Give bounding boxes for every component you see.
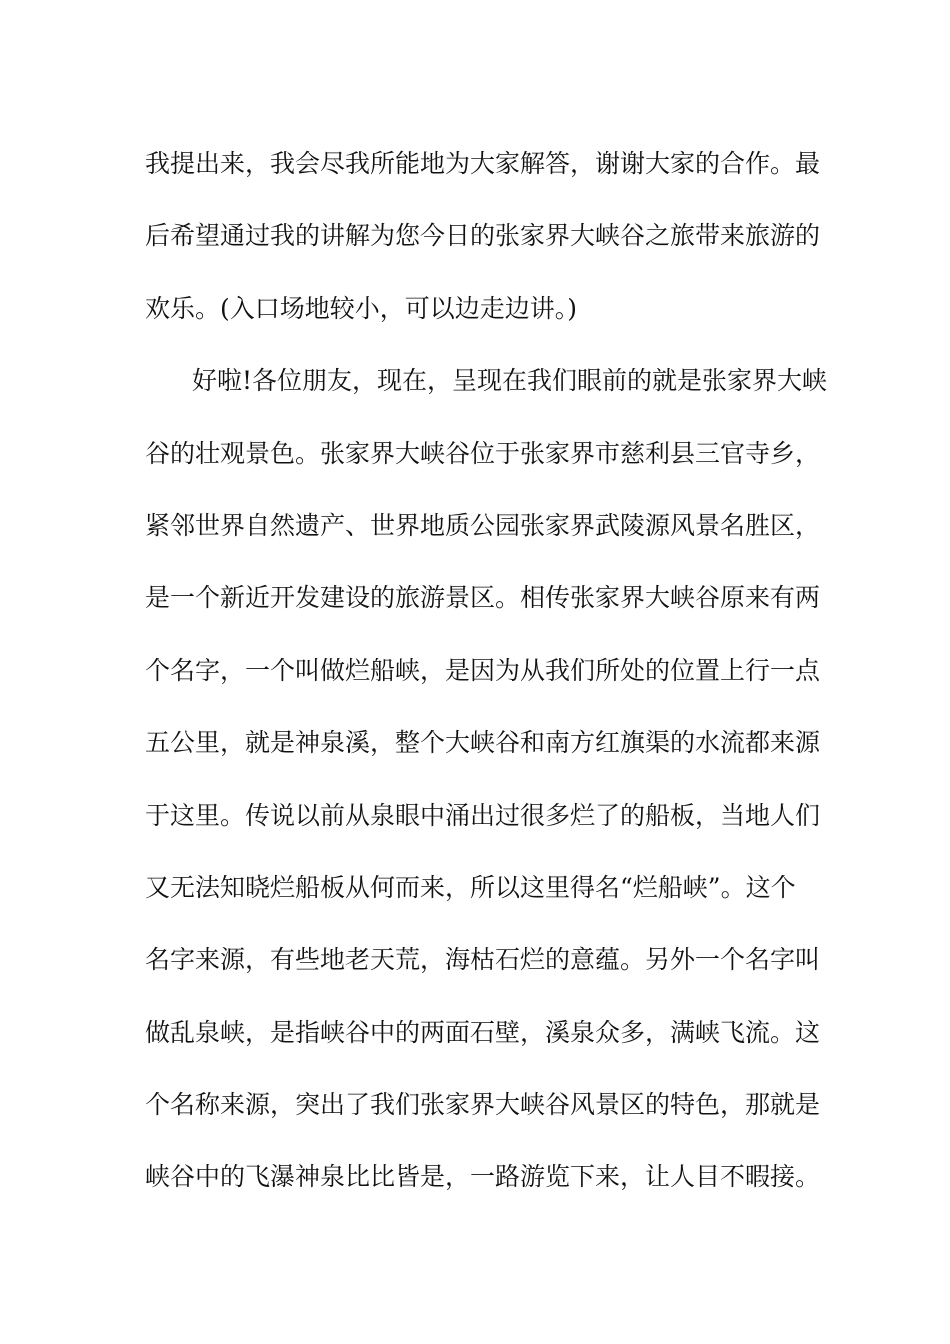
text-line: 于这里。传说以前从泉眼中涌出过很多烂了的船板，当地人们 [145, 800, 821, 830]
body-text [145, 128, 828, 1214]
text-line: 欢乐。(入口场地较小，可以边走边讲。) [145, 293, 578, 323]
text-line: 五公里，就是神泉溪，整个大峡谷和南方红旗渠的水流都来源 [145, 728, 821, 758]
text-line: 是一个新近开发建设的旅游景区。相传张家界大峡谷原来有两 [145, 583, 821, 613]
text-line: 谷的壮观景色。张家界大峡谷位于张家界市慈利县三官寺乡， [145, 438, 821, 468]
text-line: 做乱泉峡，是指峡谷中的两面石壁，溪泉众多，满峡飞流。这 [145, 1017, 821, 1047]
text-line: 名字来源，有些地老天荒，海枯石烂的意蕴。另外一个名字叫 [145, 945, 821, 975]
text-line: 峡谷中的飞瀑神泉比比皆是，一路游览下来，让人目不暇接。 [145, 1162, 821, 1192]
text-line: 紧邻世界自然遗产、世界地质公园张家界武陵源风景名胜区， [145, 510, 821, 540]
text-line: 后希望通过我的讲解为您今日的张家界大峡谷之旅带来旅游的 [145, 221, 821, 251]
text-line: 个名称来源，突出了我们张家界大峡谷风景区的特色，那就是 [145, 1090, 821, 1120]
text-line: 又无法知晓烂船板从何而来，所以这里得名“烂船峡”。这个 [145, 872, 796, 902]
paragraph-start-line: 好啦!各位朋友，现在，呈现在我们眼前的就是张家界大峡 [192, 366, 828, 396]
text-line: 个名字，一个叫做烂船峡，是因为从我们所处的位置上行一点 [145, 655, 821, 685]
text-line: 我提出来，我会尽我所能地为大家解答，谢谢大家的合作。最 [145, 149, 821, 178]
